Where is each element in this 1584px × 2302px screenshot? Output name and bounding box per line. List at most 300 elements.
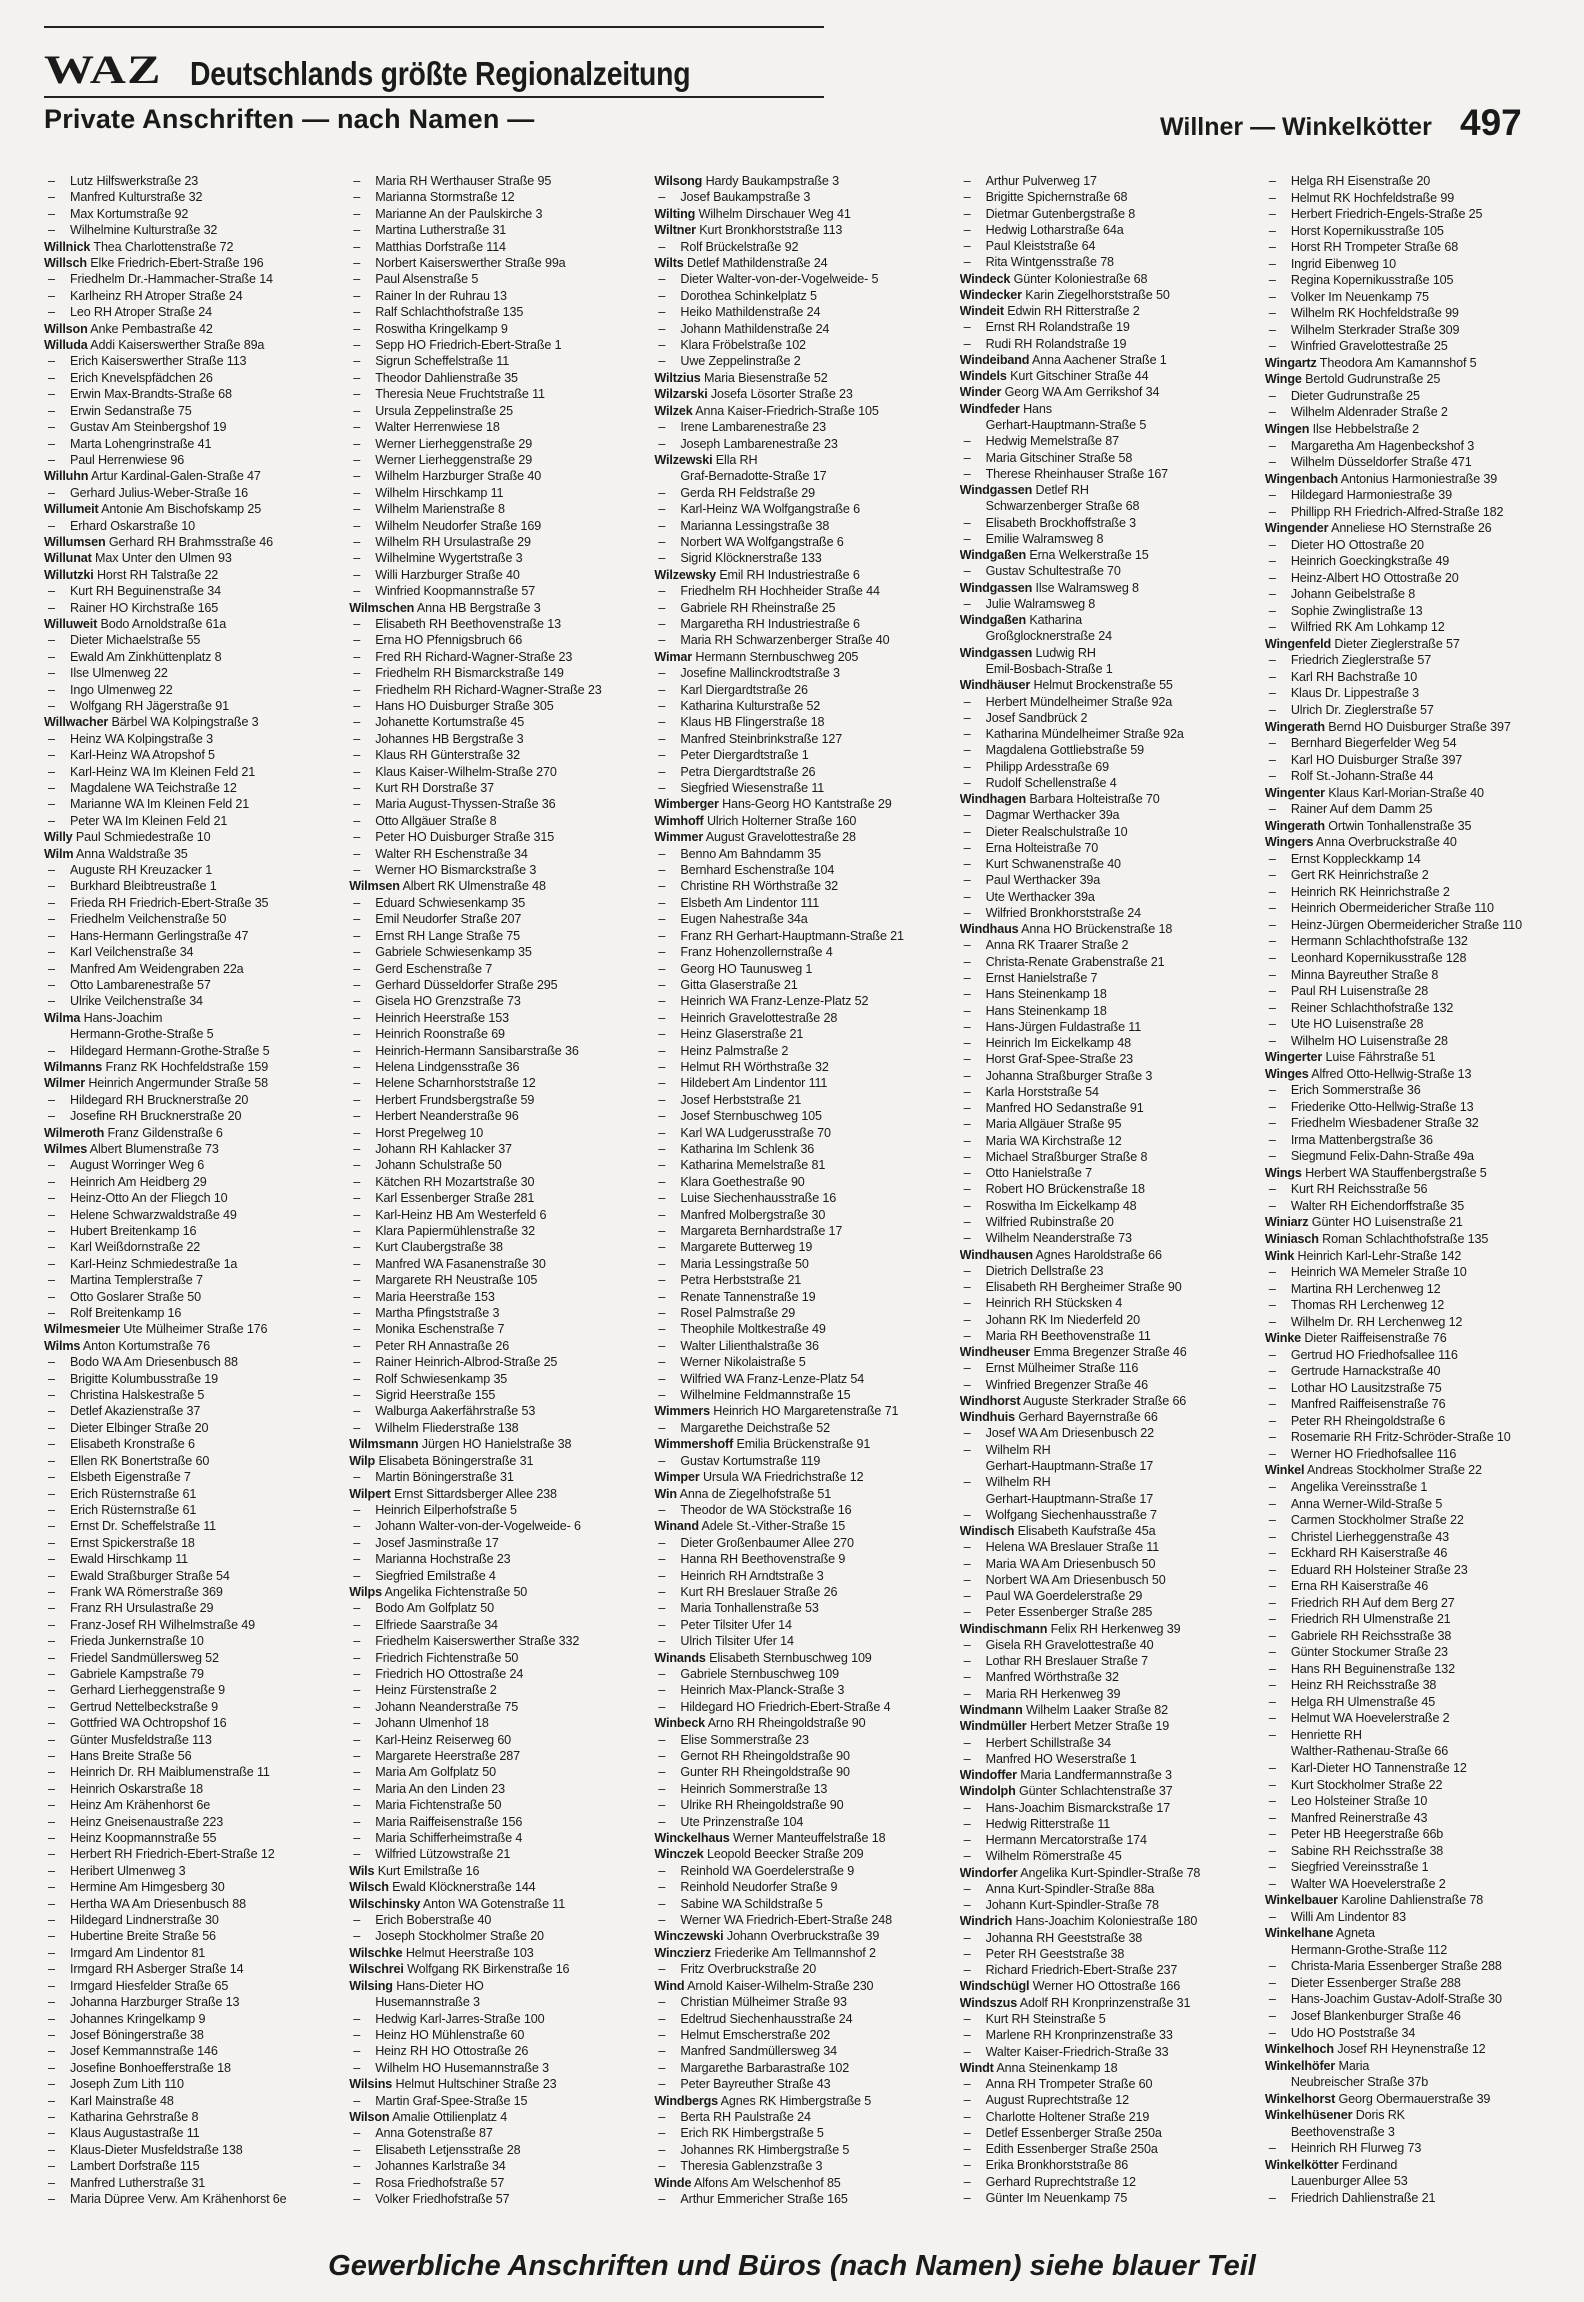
directory-entry xyxy=(349,781,628,795)
directory-entry xyxy=(654,1470,933,1484)
dash-marker: – xyxy=(1268,1711,1276,1726)
surname: Wingenbach xyxy=(1264,471,1339,486)
directory-entry xyxy=(960,1101,1239,1115)
dash-marker: – xyxy=(353,1256,361,1271)
entry-text: Horst RH Talstraße 22 xyxy=(96,567,219,582)
entry-text: Winfried Koopmannstraße 57 xyxy=(375,584,536,599)
directory-entry xyxy=(44,830,323,844)
directory-entry xyxy=(960,1020,1239,1034)
dash-marker: – xyxy=(353,436,361,451)
dash-marker: – xyxy=(1268,934,1276,949)
entry-text: Paul Alsenstraße 5 xyxy=(375,272,479,287)
directory-entry xyxy=(44,1093,323,1107)
entry-text: Horst Kopernikusstraße 105 xyxy=(1290,223,1444,238)
directory-entry xyxy=(349,617,628,631)
directory-entry xyxy=(654,1454,933,1468)
directory-entry xyxy=(1265,1563,1544,1577)
dash-marker: – xyxy=(48,2027,55,2042)
directory-entry xyxy=(960,1443,1239,1457)
directory-entry xyxy=(1265,1926,1544,1940)
dash-marker: – xyxy=(1268,455,1276,470)
directory-entry xyxy=(44,1076,323,1090)
dash-marker: – xyxy=(48,387,55,402)
dash-marker: – xyxy=(353,781,361,796)
directory-entry xyxy=(654,1126,933,1140)
dash-marker: – xyxy=(353,1666,361,1681)
entry-text: Minna Bayreuther Straße 8 xyxy=(1290,967,1439,982)
directory-columns xyxy=(44,174,1544,2206)
entry-text: Heinrich RH Flurweg 73 xyxy=(1290,2141,1422,2156)
entry-text: Karla Horststraße 54 xyxy=(985,1084,1099,1099)
dash-marker: – xyxy=(1268,1446,1276,1461)
dash-marker: – xyxy=(353,748,361,763)
directory-entry xyxy=(1265,1381,1544,1395)
directory-entry xyxy=(960,955,1239,969)
surname: Wilsins xyxy=(349,2077,393,2092)
entry-text: Angelika Vereinsstraße 1 xyxy=(1290,1479,1428,1494)
dash-marker: – xyxy=(1268,388,1276,403)
directory-entry xyxy=(44,2077,323,2091)
dash-marker: – xyxy=(1268,240,1276,255)
directory-entry xyxy=(960,532,1239,546)
entry-text: Emilie Walramsweg 8 xyxy=(985,531,1104,546)
dash-marker: – xyxy=(353,1634,361,1649)
entry-text: Hans-Joachim Gustav-Adolf-Straße 30 xyxy=(1290,1992,1502,2007)
dash-marker: – xyxy=(963,1068,971,1083)
dash-marker: – xyxy=(353,1322,361,1337)
dash-marker: – xyxy=(48,174,55,188)
entry-text: Helmut Heerstraße 103 xyxy=(405,1945,534,1960)
directory-entry xyxy=(44,1470,323,1484)
directory-entry xyxy=(654,633,933,647)
entry-text: Albert RK Ulmenstraße 48 xyxy=(402,879,546,894)
entry-text: Antonie Am Bischofskamp 25 xyxy=(101,502,262,517)
entry-text: Wilfried Bronkhorststraße 24 xyxy=(985,905,1141,920)
entry-text: Ernst Koppleckkamp 14 xyxy=(1290,851,1421,866)
dash-marker: – xyxy=(963,1231,971,1246)
dash-marker: – xyxy=(658,600,666,615)
entry-text: Eckhard RH Kaiserstraße 46 xyxy=(1290,1546,1448,1561)
entry-text: Karl-Heinz WA Atropshof 5 xyxy=(70,748,215,763)
surname: Windschügl xyxy=(959,1979,1030,1994)
dash-marker: – xyxy=(963,206,971,221)
directory-entry xyxy=(349,371,628,385)
entry-text: Martina RH Lerchenweg 12 xyxy=(1290,1281,1441,1296)
surname: Wingenter xyxy=(1264,785,1325,800)
directory-entry xyxy=(349,1798,628,1812)
dash-marker: – xyxy=(1268,736,1276,751)
directory-entry xyxy=(1265,191,1544,205)
entry-text: Martin Böningerstraße 31 xyxy=(375,1470,514,1485)
dash-marker: – xyxy=(353,1404,361,1419)
directory-entry xyxy=(349,453,628,467)
entry-text: Günter Stockumer Straße 23 xyxy=(1290,1645,1448,1660)
dash-marker: – xyxy=(658,338,666,353)
dash-marker: – xyxy=(963,889,971,904)
directory-entry xyxy=(1265,422,1544,436)
entry-text: Wilhelm RH Ursulastraße 29 xyxy=(375,534,531,549)
directory-entry xyxy=(349,945,628,959)
directory-entry xyxy=(349,830,628,844)
surname: Wilm xyxy=(44,846,74,861)
entry-text: Irene Lambarenestraße 23 xyxy=(680,420,826,435)
surname: Winands xyxy=(654,1650,706,1665)
entry-text: Maria xyxy=(1338,2058,1370,2073)
directory-entry xyxy=(960,1557,1239,1571)
directory-entry xyxy=(1265,686,1544,700)
directory-entry xyxy=(349,551,628,565)
directory-entry xyxy=(654,748,933,762)
dash-marker: – xyxy=(963,808,971,823)
directory-entry xyxy=(349,879,628,893)
dash-marker: – xyxy=(48,288,55,303)
entry-text: Rolf Brückelstraße 92 xyxy=(680,239,799,254)
directory-entry xyxy=(960,418,1239,432)
directory-entry xyxy=(654,896,933,910)
entry-text: Gitta Glaserstraße 21 xyxy=(680,977,798,992)
entry-text: Luise Fährstraße 51 xyxy=(1325,1050,1436,1065)
directory-entry xyxy=(44,2061,323,2075)
directory-entry xyxy=(44,962,323,976)
directory-entry xyxy=(349,272,628,286)
entry-text: Ulrich Tilsiter Ufer 14 xyxy=(680,1634,794,1649)
directory-entry xyxy=(654,387,933,401)
directory-entry xyxy=(1265,455,1544,469)
dash-marker: – xyxy=(658,1913,666,1928)
entry-text: Wilhelmine Wygertstraße 3 xyxy=(375,551,523,566)
entry-text: Sigrid Klöcknerstraße 133 xyxy=(680,551,822,566)
entry-text: Günter Schlachtenstraße 37 xyxy=(1019,1784,1173,1799)
entry-text: Martina Lutherstraße 31 xyxy=(375,223,507,238)
entry-text: Heinrich RH Stücksken 4 xyxy=(985,1296,1123,1311)
directory-entry xyxy=(349,1683,628,1697)
dash-marker: – xyxy=(963,1507,971,1522)
dash-marker: – xyxy=(353,354,361,369)
entry-text: Wilfried WA Franz-Lenze-Platz 54 xyxy=(680,1371,865,1386)
directory-entry xyxy=(44,1569,323,1583)
directory-entry xyxy=(654,1519,933,1533)
entry-text: Karl-Heinz WA Im Kleinen Feld 21 xyxy=(70,764,256,779)
entry-text: Kurt RH Beguinenstraße 34 xyxy=(70,584,221,599)
dash-marker: – xyxy=(48,436,55,451)
surname: Windels xyxy=(959,369,1007,384)
dash-marker: – xyxy=(48,370,55,385)
dash-marker: – xyxy=(1268,1000,1276,1015)
dash-marker: – xyxy=(353,1059,361,1074)
entry-text: Ute Prinzenstraße 104 xyxy=(680,1814,804,1829)
dash-marker: – xyxy=(1268,1430,1276,1445)
directory-entry xyxy=(654,2044,933,2058)
directory-entry xyxy=(349,666,628,680)
dash-marker: – xyxy=(658,1191,666,1206)
surname: Windhaus xyxy=(959,922,1019,937)
surname: Windrich xyxy=(959,1914,1013,1929)
directory-entry xyxy=(654,978,933,992)
directory-entry xyxy=(960,1931,1239,1945)
entry-text: Kurt Schwanenstraße 40 xyxy=(985,857,1121,872)
dash-marker: – xyxy=(353,567,361,582)
entry-text: Hanna RH Beethovenstraße 9 xyxy=(680,1552,846,1567)
directory-entry xyxy=(1265,1992,1544,2006)
entry-text: Artur Kardinal-Galen-Straße 47 xyxy=(90,469,261,484)
entry-text: Hans-Georg HO Kantstraße 29 xyxy=(722,797,892,812)
directory-entry xyxy=(349,1372,628,1386)
directory-entry xyxy=(1265,224,1544,238)
surname: Wilzek xyxy=(654,403,693,418)
dash-marker: – xyxy=(48,797,55,812)
entry-text: Rudolf Schellenstraße 4 xyxy=(985,775,1117,790)
directory-entry xyxy=(349,1076,628,1090)
dash-marker: – xyxy=(1268,1298,1276,1313)
dash-marker: – xyxy=(658,502,666,517)
dash-marker: – xyxy=(48,1502,55,1517)
dash-marker: – xyxy=(963,1003,971,1018)
entry-text: Herbert RH Friedrich-Ebert-Straße 12 xyxy=(70,1847,275,1862)
directory-entry xyxy=(349,1651,628,1665)
dash-marker: – xyxy=(963,1052,971,1067)
dash-marker: – xyxy=(963,694,971,709)
entry-text: Norbert WA Wolfgangstraße 6 xyxy=(680,534,844,549)
directory-entry xyxy=(1265,521,1544,535)
dash-marker: – xyxy=(48,452,55,467)
directory-entry xyxy=(654,174,933,188)
entry-text: Manfred Steinbrinkstraße 127 xyxy=(680,731,843,746)
entry-text: Gisela HO Grenzstraße 73 xyxy=(375,994,521,1009)
directory-entry xyxy=(1265,703,1544,717)
entry-text: Friedhelm Dr.-Hammacher-Straße 14 xyxy=(70,272,273,287)
directory-entry xyxy=(44,1765,323,1779)
entry-text: Luise Siechenhausstraße 16 xyxy=(680,1191,837,1206)
dash-marker: – xyxy=(353,223,361,238)
directory-column xyxy=(960,174,1239,2206)
directory-entry xyxy=(349,207,628,221)
dash-marker: – xyxy=(658,1322,666,1337)
surname: Willumeit xyxy=(44,502,99,517)
entry-text: Otto Lambarenestraße 57 xyxy=(70,977,211,992)
dash-marker: – xyxy=(658,1814,666,1829)
entry-text: Gertrude Harnackstraße 40 xyxy=(1290,1364,1441,1379)
directory-entry xyxy=(44,666,323,680)
surname: Willsch xyxy=(44,256,87,271)
directory-entry xyxy=(44,469,323,483)
entry-continuation: Walther-Rathenau-Straße 66 xyxy=(1290,1744,1449,1759)
dash-marker: – xyxy=(1268,339,1276,354)
directory-entry xyxy=(44,1634,323,1648)
entry-text: Margarete RH Neustraße 105 xyxy=(375,1273,538,1288)
directory-entry xyxy=(1265,1761,1544,1775)
directory-entry xyxy=(349,1388,628,1402)
entry-text: Hildegard Harmoniestraße 39 xyxy=(1290,488,1452,503)
surname: Windgassen xyxy=(959,483,1033,498)
dash-marker: – xyxy=(48,781,55,796)
entry-text: Josef Sandbrück 2 xyxy=(985,710,1088,725)
entry-text: Katharina xyxy=(1029,613,1082,628)
dash-marker: – xyxy=(353,452,361,467)
entry-text: Friedhelm RH Hochheider Straße 44 xyxy=(680,584,880,599)
directory-entry xyxy=(1265,174,1544,188)
directory-entry xyxy=(44,1011,323,1025)
directory-entry xyxy=(960,1866,1239,1880)
entry-text: Gabriele RH Reichsstraße 38 xyxy=(1290,1628,1452,1643)
dash-marker: – xyxy=(353,928,361,943)
entry-continuation: Gerhart-Hauptmann-Straße 17 xyxy=(985,1458,1154,1473)
entry-text: Walter Lilienthalstraße 36 xyxy=(680,1338,819,1353)
dash-marker: – xyxy=(658,1617,666,1632)
directory-entry xyxy=(349,765,628,779)
entry-text: Wolfgang RH Jägerstraße 91 xyxy=(70,699,229,713)
page-number: 497 xyxy=(1460,102,1522,143)
directory-entry xyxy=(1265,2191,1544,2205)
directory-entry xyxy=(349,1109,628,1123)
dash-marker: – xyxy=(353,1552,361,1567)
dash-marker: – xyxy=(353,682,361,697)
surname: Wilschinsky xyxy=(349,1896,421,1911)
entry-text: Anna Gotenstraße 87 xyxy=(375,2126,493,2141)
entry-text: Karl WA Ludgerusstraße 70 xyxy=(680,1125,831,1140)
directory-entry xyxy=(349,847,628,861)
directory-entry xyxy=(960,1426,1239,1440)
entry-text: Dieter HO Ottostraße 20 xyxy=(1290,537,1424,552)
entry-text: Martin Graf-Spee-Straße 15 xyxy=(375,2093,528,2108)
dash-marker: – xyxy=(48,1814,55,1829)
entry-text: Karin Ziegelhorststraße 50 xyxy=(1025,287,1170,302)
dash-marker: – xyxy=(658,288,666,303)
entry-text: Emilia Brückenstraße 91 xyxy=(736,1437,871,1452)
entry-text: Hardy Baukampstraße 3 xyxy=(705,174,839,188)
directory-entry xyxy=(654,847,933,861)
dash-marker: – xyxy=(48,1896,55,1911)
directory-entry xyxy=(44,633,323,647)
dash-marker: – xyxy=(353,2142,361,2157)
directory-entry xyxy=(349,2159,628,2173)
directory-entry xyxy=(349,1946,628,1960)
directory-entry xyxy=(349,1733,628,1747)
entry-text: Manfred Molbergstraße 30 xyxy=(680,1207,826,1222)
dash-marker: – xyxy=(658,534,666,549)
directory-entry xyxy=(44,1027,323,1041)
directory-entry xyxy=(960,678,1239,692)
dash-marker: – xyxy=(658,2077,666,2092)
directory-entry xyxy=(960,890,1239,904)
dash-marker: – xyxy=(48,1470,55,1485)
dash-marker: – xyxy=(658,1010,666,1025)
entry-text: Lambert Dorfstraße 115 xyxy=(70,2159,200,2174)
entry-text: Anna Kurt-Spindler-Straße 88a xyxy=(985,1881,1155,1896)
entry-text: Friedel Sandmüllersweg 52 xyxy=(70,1650,219,1665)
entry-text: Christian Mülheimer Straße 93 xyxy=(680,1995,847,2010)
entry-text: Peter HB Heegerstraße 66b xyxy=(1290,1827,1444,1842)
entry-text: Ernst RH Lange Straße 75 xyxy=(375,928,521,943)
dash-marker: – xyxy=(353,2159,361,2174)
directory-entry xyxy=(44,1880,323,1894)
entry-text: Wilhelm Marienstraße 8 xyxy=(375,502,505,517)
entry-text: Heinz Koopmannstraße 55 xyxy=(70,1831,217,1846)
entry-text: Heinrich Gravelottestraße 28 xyxy=(680,1010,838,1025)
surname: Wimmershoff xyxy=(654,1437,734,1452)
directory-entry xyxy=(44,1847,323,1861)
dash-marker: – xyxy=(1268,967,1276,982)
entry-text: Dieter Elbinger Straße 20 xyxy=(70,1420,209,1435)
directory-entry xyxy=(44,240,323,254)
directory-entry xyxy=(1265,1711,1544,1725)
dash-marker: – xyxy=(658,485,666,500)
entry-text: Manfred Reinerstraße 43 xyxy=(1290,1810,1428,1825)
entry-text: Wilhelm Düsseldorfer Straße 471 xyxy=(1290,455,1472,470)
entry-text: Addi Kaiserswerther Straße 89a xyxy=(90,338,265,353)
surname: Windecker xyxy=(959,287,1022,302)
directory-entry xyxy=(349,1897,628,1911)
entry-text: Elisabeth Brockhoffstraße 3 xyxy=(985,515,1137,530)
entry-text: Rosel Palmstraße 29 xyxy=(680,1306,796,1321)
surname: Windischmann xyxy=(959,1621,1048,1636)
dash-marker: – xyxy=(48,1732,55,1747)
directory-entry xyxy=(349,1175,628,1189)
entry-text: Friederike Am Tellmannshof 2 xyxy=(714,1945,876,1960)
dash-marker: – xyxy=(658,2109,666,2124)
dash-marker: – xyxy=(48,1601,55,1616)
entry-text: Georg Obermauerstraße 39 xyxy=(1338,2091,1491,2106)
surname: Wilmsen xyxy=(349,879,400,894)
entry-text: Erna Welkerstraße 15 xyxy=(1029,548,1149,563)
surname: Willnick xyxy=(44,239,91,254)
entry-text: Josef Jasminstraße 17 xyxy=(375,1535,499,1550)
dash-marker: – xyxy=(658,1289,666,1304)
entry-text: Irmgard Hiesfelder Straße 65 xyxy=(70,1978,229,1993)
dash-marker: – xyxy=(963,2028,971,2043)
entry-text: Elsbeth Am Lindentor 111 xyxy=(680,895,820,910)
dash-marker: – xyxy=(658,879,666,894)
directory-entry xyxy=(960,711,1239,725)
entry-text: Kurt RH Breslauer Straße 26 xyxy=(680,1584,838,1599)
directory-entry xyxy=(1265,1298,1544,1312)
directory-entry xyxy=(960,646,1239,660)
directory-entry xyxy=(44,453,323,467)
entry-text: Gerhard Bayernstraße 66 xyxy=(1018,1410,1158,1425)
dash-marker: – xyxy=(353,1224,361,1238)
directory-entry xyxy=(654,1109,933,1123)
directory-entry xyxy=(654,666,933,680)
directory-entry xyxy=(960,1833,1239,1847)
entry-text: Bertold Gudrunstraße 25 xyxy=(1305,372,1441,387)
entry-text: Hans-Joachim xyxy=(83,1010,163,1025)
directory-entry xyxy=(960,1085,1239,1099)
dash-marker: – xyxy=(963,1637,971,1652)
dash-marker: – xyxy=(1268,950,1276,965)
entry-text: Christel Lierheggenstraße 43 xyxy=(1290,1529,1450,1544)
directory-entry xyxy=(44,519,323,533)
dash-marker: – xyxy=(658,682,666,697)
dash-marker: – xyxy=(353,370,361,385)
directory-entry xyxy=(960,825,1239,839)
entry-text: Theophile Moltkestraße 49 xyxy=(680,1322,826,1337)
dash-marker: – xyxy=(1268,306,1276,321)
entry-text: Margaretha Am Hagenbeckshof 3 xyxy=(1290,438,1475,453)
entry-text: Maria RH Werthauser Straße 95 xyxy=(375,174,552,188)
surname: Winkelhoch xyxy=(1264,2042,1334,2057)
dash-marker: – xyxy=(963,1800,971,1815)
directory-entry xyxy=(44,814,323,828)
directory-entry xyxy=(44,715,323,729)
directory-entry xyxy=(654,1552,933,1566)
dash-marker: – xyxy=(963,987,971,1002)
dash-marker: – xyxy=(963,2093,971,2108)
dash-marker: – xyxy=(1268,1149,1276,1164)
directory-entry xyxy=(654,1093,933,1107)
dash-marker: – xyxy=(658,2027,666,2042)
entry-text: Anneliese HO Sternstraße 26 xyxy=(1331,521,1492,536)
dash-marker: – xyxy=(48,1289,55,1304)
entry-text: Heinrich Karl-Lehr-Straße 142 xyxy=(1297,1248,1462,1263)
